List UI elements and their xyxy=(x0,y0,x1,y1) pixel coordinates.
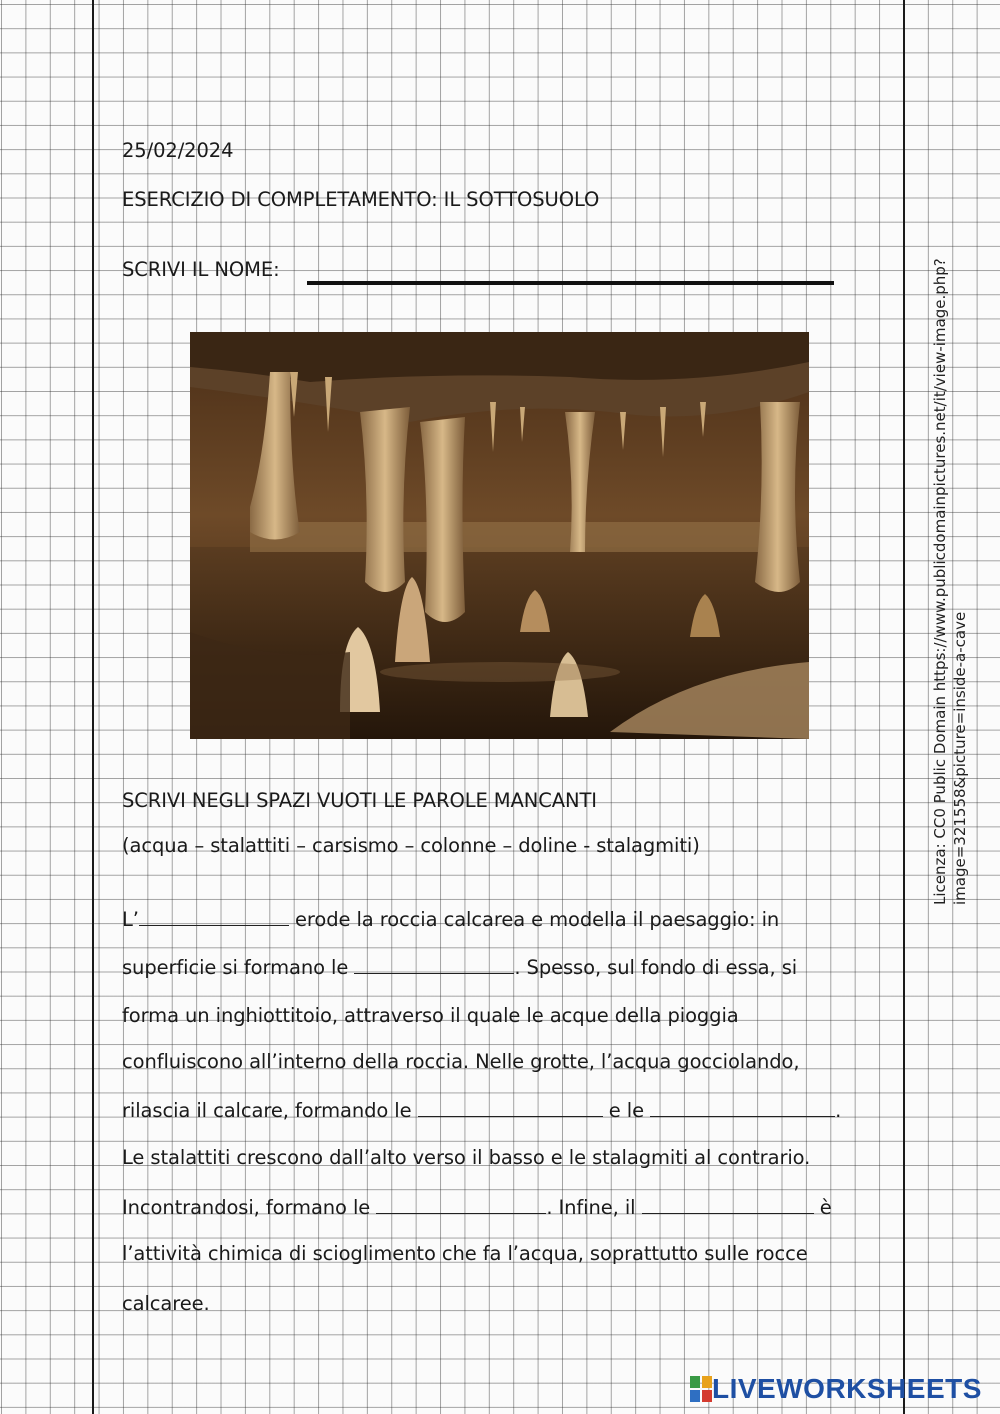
exercise-line-7 xyxy=(122,1195,832,1220)
exercise-line-6: Le stalattiti crescono dall’alto verso il basso e le stalagmiti al contrario. xyxy=(122,1146,811,1169)
exercise-text: superficie si formano le xyxy=(122,956,349,979)
exercise-text: . Infine, il xyxy=(546,1196,636,1219)
exercise-text: è xyxy=(819,1196,832,1219)
exercise-line-2 xyxy=(122,955,797,980)
instructions-heading: SCRIVI NEGLI SPAZI VUOTI LE PAROLE MANCANTI xyxy=(122,789,597,812)
blank-5-input[interactable] xyxy=(376,1195,546,1214)
exercise-text: . xyxy=(835,1099,842,1122)
name-input-line[interactable] xyxy=(307,281,834,285)
exercise-line-1 xyxy=(122,907,779,932)
logo-text: LIVEWORKSHEETS xyxy=(712,1373,982,1404)
right-margin-line xyxy=(903,0,905,1414)
license-line-1: Licenza: CC0 Public Domain https://www.publicdomainpictures.net/it/view-image.php? xyxy=(931,258,949,905)
exercise-line-3: forma un inghiottitoio, attraverso il quale le acque della pioggia xyxy=(122,1004,739,1027)
name-label: SCRIVI IL NOME: xyxy=(122,258,280,281)
date: 25/02/2024 xyxy=(122,139,234,162)
blank-3-input[interactable] xyxy=(418,1098,603,1117)
left-margin-line xyxy=(92,0,94,1414)
blank-4-input[interactable] xyxy=(650,1098,835,1117)
exercise-text: erode la roccia calcarea e modella il paesaggio: in xyxy=(294,908,780,931)
blank-6-input[interactable] xyxy=(642,1195,814,1214)
exercise-text: e le xyxy=(608,1099,644,1122)
exercise-text: . Spesso, sul fondo di essa, si xyxy=(514,956,798,979)
word-bank: (acqua – stalattiti – carsismo – colonne – doline - stalagmiti) xyxy=(122,834,700,857)
blank-1-input[interactable] xyxy=(139,907,289,926)
exercise-text: L’ xyxy=(122,908,139,931)
exercise-line-5 xyxy=(122,1098,841,1123)
logo-icon xyxy=(690,1376,712,1402)
exercise-text: rilascia il calcare, formando le xyxy=(122,1099,412,1122)
exercise-text: Incontrandosi, formano le xyxy=(122,1196,371,1219)
cave-photo xyxy=(190,332,809,739)
blank-2-input[interactable] xyxy=(354,955,514,974)
license-line-2: image=321558&picture=inside-a-cave xyxy=(951,611,969,905)
worksheet-title: ESERCIZIO DI COMPLETAMENTO: IL SOTTOSUOLO xyxy=(122,188,600,211)
exercise-line-4: confluiscono all’interno della roccia. Nelle grotte, l’acqua gocciolando, xyxy=(122,1050,800,1073)
exercise-line-9: calcaree. xyxy=(122,1292,210,1315)
exercise-line-8: l’attività chimica di scioglimento che fa l’acqua, soprattutto sulle rocce xyxy=(122,1242,808,1265)
liveworksheets-logo xyxy=(690,1374,982,1404)
